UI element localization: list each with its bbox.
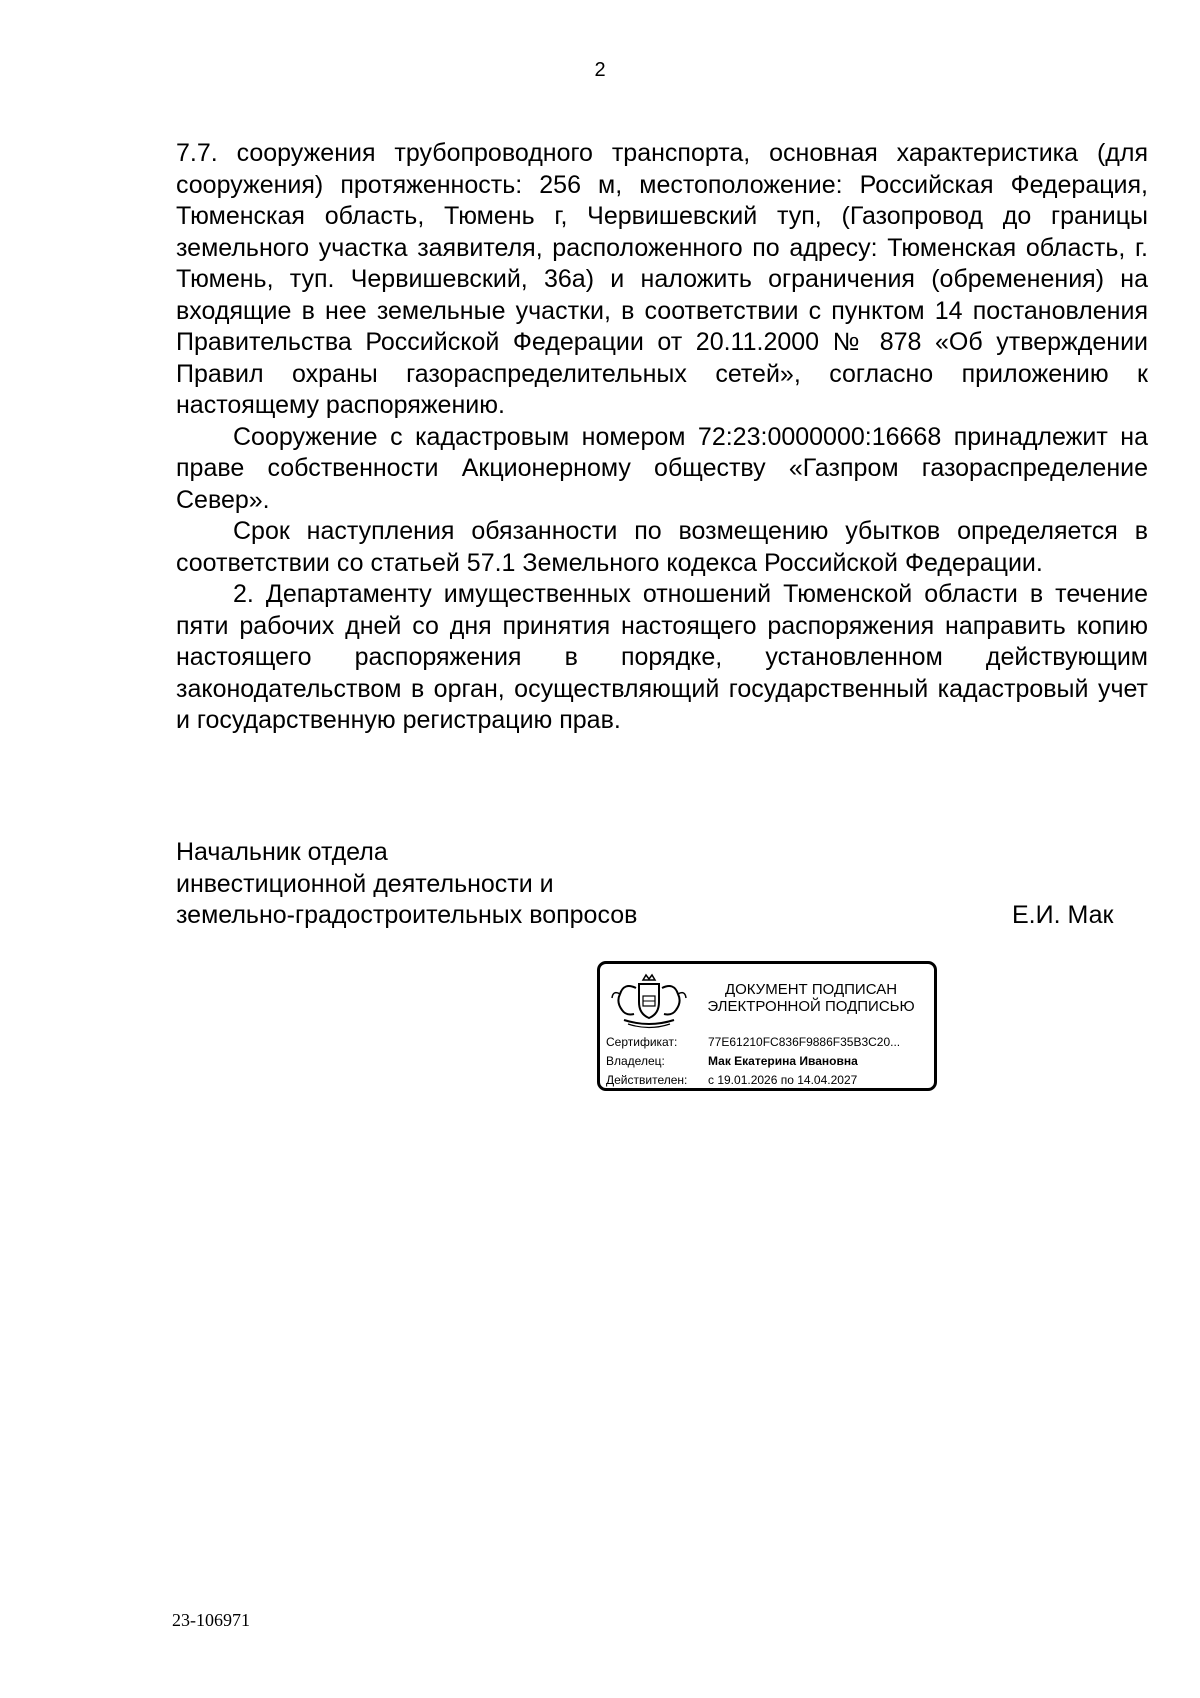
- signer-position: [176, 837, 637, 932]
- paragraph-ownership: Сооружение с кадастровым номером 72:23:0000000:16668 принадлежит на праве собственности Акционерному обществу «Газпром газораспределение Север».: [176, 422, 1148, 514]
- stamp-title-line: ЭЛЕКТРОННОЙ ПОДПИСЬЮ: [707, 998, 915, 1015]
- document-body: [176, 138, 1148, 737]
- coat-of-arms-icon: [608, 972, 690, 1032]
- stamp-certificate-value: 77E61210FC836F9886F35B3C20...: [708, 1035, 901, 1049]
- document-number: 23-106971: [172, 1610, 250, 1630]
- page-number: 2: [594, 59, 606, 81]
- stamp-owner-value: Мак Екатерина Ивановна: [708, 1054, 858, 1068]
- stamp-owner-label: Владелец:: [606, 1054, 665, 1068]
- stamp-title: [696, 981, 926, 1015]
- paragraph-compensation: Срок наступления обязанности по возмещению убытков определяется в соответствии со статьей 57.1 Земельного кодекса Российской Федерации.: [176, 517, 1148, 577]
- signer-position-line: Начальник отдела: [176, 838, 388, 866]
- stamp-validity-label: Действителен:: [606, 1073, 688, 1087]
- stamp-owner-row: [606, 1054, 858, 1068]
- stamp-certificate-label: Сертификат:: [606, 1035, 678, 1049]
- stamp-title-line: ДОКУМЕНТ ПОДПИСАН: [724, 981, 898, 998]
- signer-position-line: инвестиционной деятельности и: [176, 869, 554, 898]
- signer-position-line: земельно-градостроительных вопросов: [176, 901, 638, 929]
- stamp-certificate-row: [606, 1035, 900, 1049]
- signer-name: Е.И. Мак: [1012, 901, 1114, 929]
- stamp-validity-value: с 19.01.2026 по 14.04.2027: [708, 1073, 858, 1087]
- paragraph-item-7-7: 7.7. сооружения трубопроводного транспорта, основная характеристика (для сооружения) протяженность: 256 м, местоположение: Российская Федерация, Тюменская область, Тюмень г, Червишевский туп, (Газопровод до границы земельного участка заявителя, расположенного по адресу: Тюменская область, г. Тюмень, туп. Червишевский, 36а) и наложить ограничения (обременения) на входящие в нее земельные участки, в соответствии с пунктом 14 постановления Правительства Российской Федерации от 20.11.2000 № 878 «Об утверждении Правил охраны газораспределительных сетей», согласно приложению к настоящему распоряжению.: [176, 139, 1148, 419]
- paragraph-item-2: 2. Департаменту имущественных отношений Тюменской области в течение пяти рабочих дней со дня принятия настоящего распоряжения направить копию настоящего распоряжения в порядке, установленном действующим законодательством в орган, осуществляющий государственный кадастровый учет и государственную регистрацию прав.: [176, 580, 1148, 734]
- stamp-validity-row: [606, 1073, 857, 1087]
- electronic-signature-stamp: [597, 961, 937, 1091]
